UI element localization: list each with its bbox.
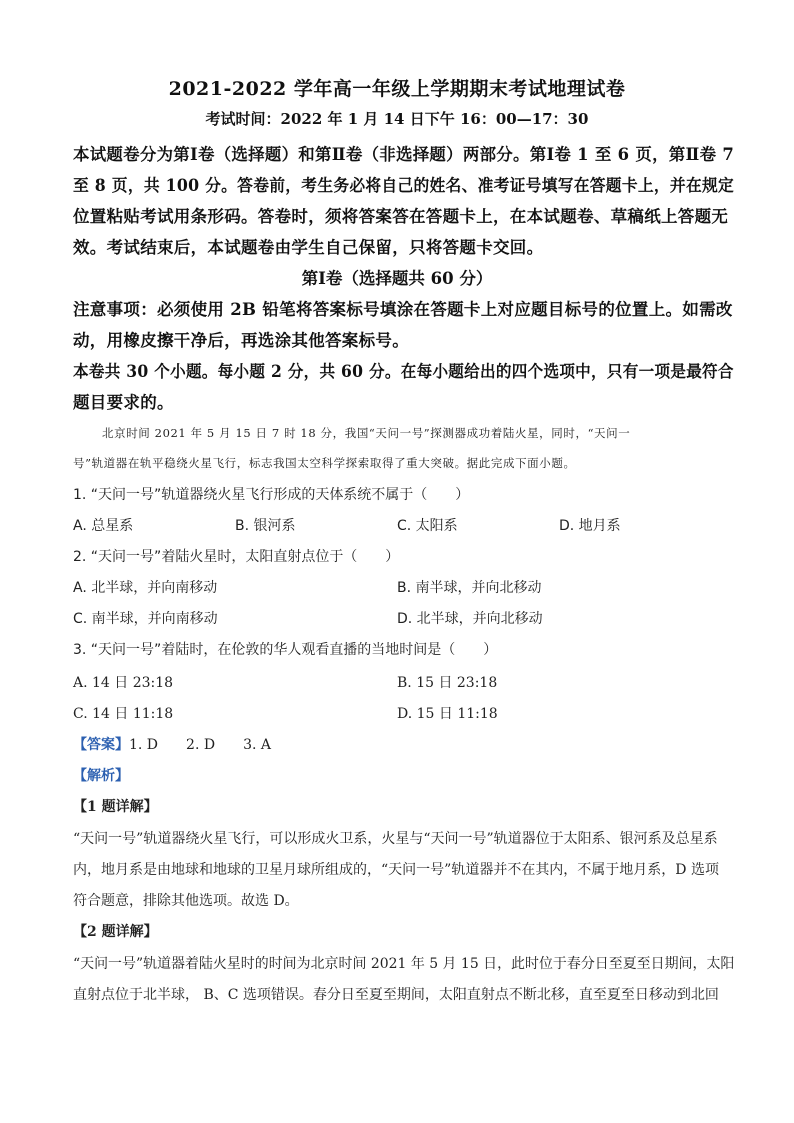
notice-line: 注意事项：必须使用 2B 铅笔将答案标号填涂在答题卡上对应题目标号的位置上。如需改 [73,300,733,319]
material-line: 北京时间 2021 年 5 月 15 日 7 时 18 分，我国“天问一号”探测器成功着陆火星，同时，“天问一 [102,426,631,440]
detail1-line: “天问一号”轨道器绕火星飞行，可以形成火卫系，火星与“天问一号”轨道器位于太阳系、银河系及总星系 [73,831,718,847]
rule-line: 本卷共 30 个小题。每小题 2 分，共 60 分。在每小题给出的四个选项中，只有一项是最符合 [73,362,734,381]
intro-line: 效。考试结束后，本试题卷由学生自己保留，只将答题卡交回。 [73,238,544,257]
exam-time: 考试时间：2022 年 1 月 14 日下午 16：00—17：30 [205,110,589,128]
notice-line: 动，用橡皮擦干净后，再选涂其他答案标号。 [73,331,409,350]
question-stem: 2. “天问一号”着陆火星时，太阳直射点位于（ ） [73,549,400,565]
option-b: B. 银河系 [235,518,296,534]
option-a: A. 总星系 [73,518,134,534]
option-b: B. 南半球，并向北移动 [397,580,542,596]
option-c: C. 太阳系 [397,518,458,534]
detail1-line: 符合题意，排除其他选项。故选 D。 [73,893,299,909]
rule-line: 题目要求的。 [73,393,174,412]
intro-line: 本试题卷分为第Ⅰ卷（选择题）和第Ⅱ卷（非选择题）两部分。第Ⅰ卷 1 至 6 页，第Ⅱ卷 7 [73,145,735,164]
option-a: A. 14 日 23:18 [73,675,174,691]
option-c: C. 14 日 11:18 [73,706,174,722]
intro-line: 位置粘贴考试用条形码。答卷时，须将答案答在答题卡上，在本试题卷、草稿纸上答题无 [73,207,729,226]
detail2-line: 直射点位于北半球， B、C 选项错误。春分日至夏至期间，太阳直射点不断北移，直至夏至日移动到北回 [73,987,719,1003]
analysis-label: 【解析】 [73,768,129,784]
detail2-label: 【2 题详解】 [73,924,158,940]
detail1-line: 内，地月系是由地球和地球的卫星月球所组成的，“天问一号”轨道器并不在其内，不属于地月系，D 选项 [73,862,719,878]
option-c: C. 南半球，并向南移动 [73,611,218,627]
page-title: 2021-2022 学年高一年级上学期期末考试地理试卷 [168,78,626,100]
answer-label: 【答案】 [73,737,129,753]
material-line: 号”轨道器在轨平稳绕火星飞行，标志我国太空科学探索取得了重大突破。据此完成下面小题。 [73,456,576,470]
question-stem: 3. “天问一号”着陆时，在伦敦的华人观看直播的当地时间是（ ） [73,642,498,658]
option-a: A. 北半球，并向南移动 [73,580,218,596]
option-d: D. 北半球，并向北移动 [397,611,543,627]
option-d: D. 15 日 11:18 [397,706,498,722]
section-title: 第Ⅰ卷（选择题共 60 分） [301,269,493,288]
answer-line [73,734,271,754]
answer-text: 1. D 2. D 3. A [129,737,271,753]
intro-line: 至 8 页，共 100 分。答卷前，考生务必将自己的姓名、准考证号填写在答题卡上，并在规定 [73,176,735,195]
detail1-label: 【1 题详解】 [73,799,158,815]
detail2-line: “天问一号”轨道器着陆火星时的时间为北京时间 2021 年 5 月 15 日，此时位于春分日至夏至日期间，太阳 [73,956,735,972]
question-stem: 1. “天问一号”轨道器绕火星飞行形成的天体系统不属于（ ） [73,487,470,503]
option-d: D. 地月系 [559,518,621,534]
option-b: B. 15 日 23:18 [397,675,498,691]
